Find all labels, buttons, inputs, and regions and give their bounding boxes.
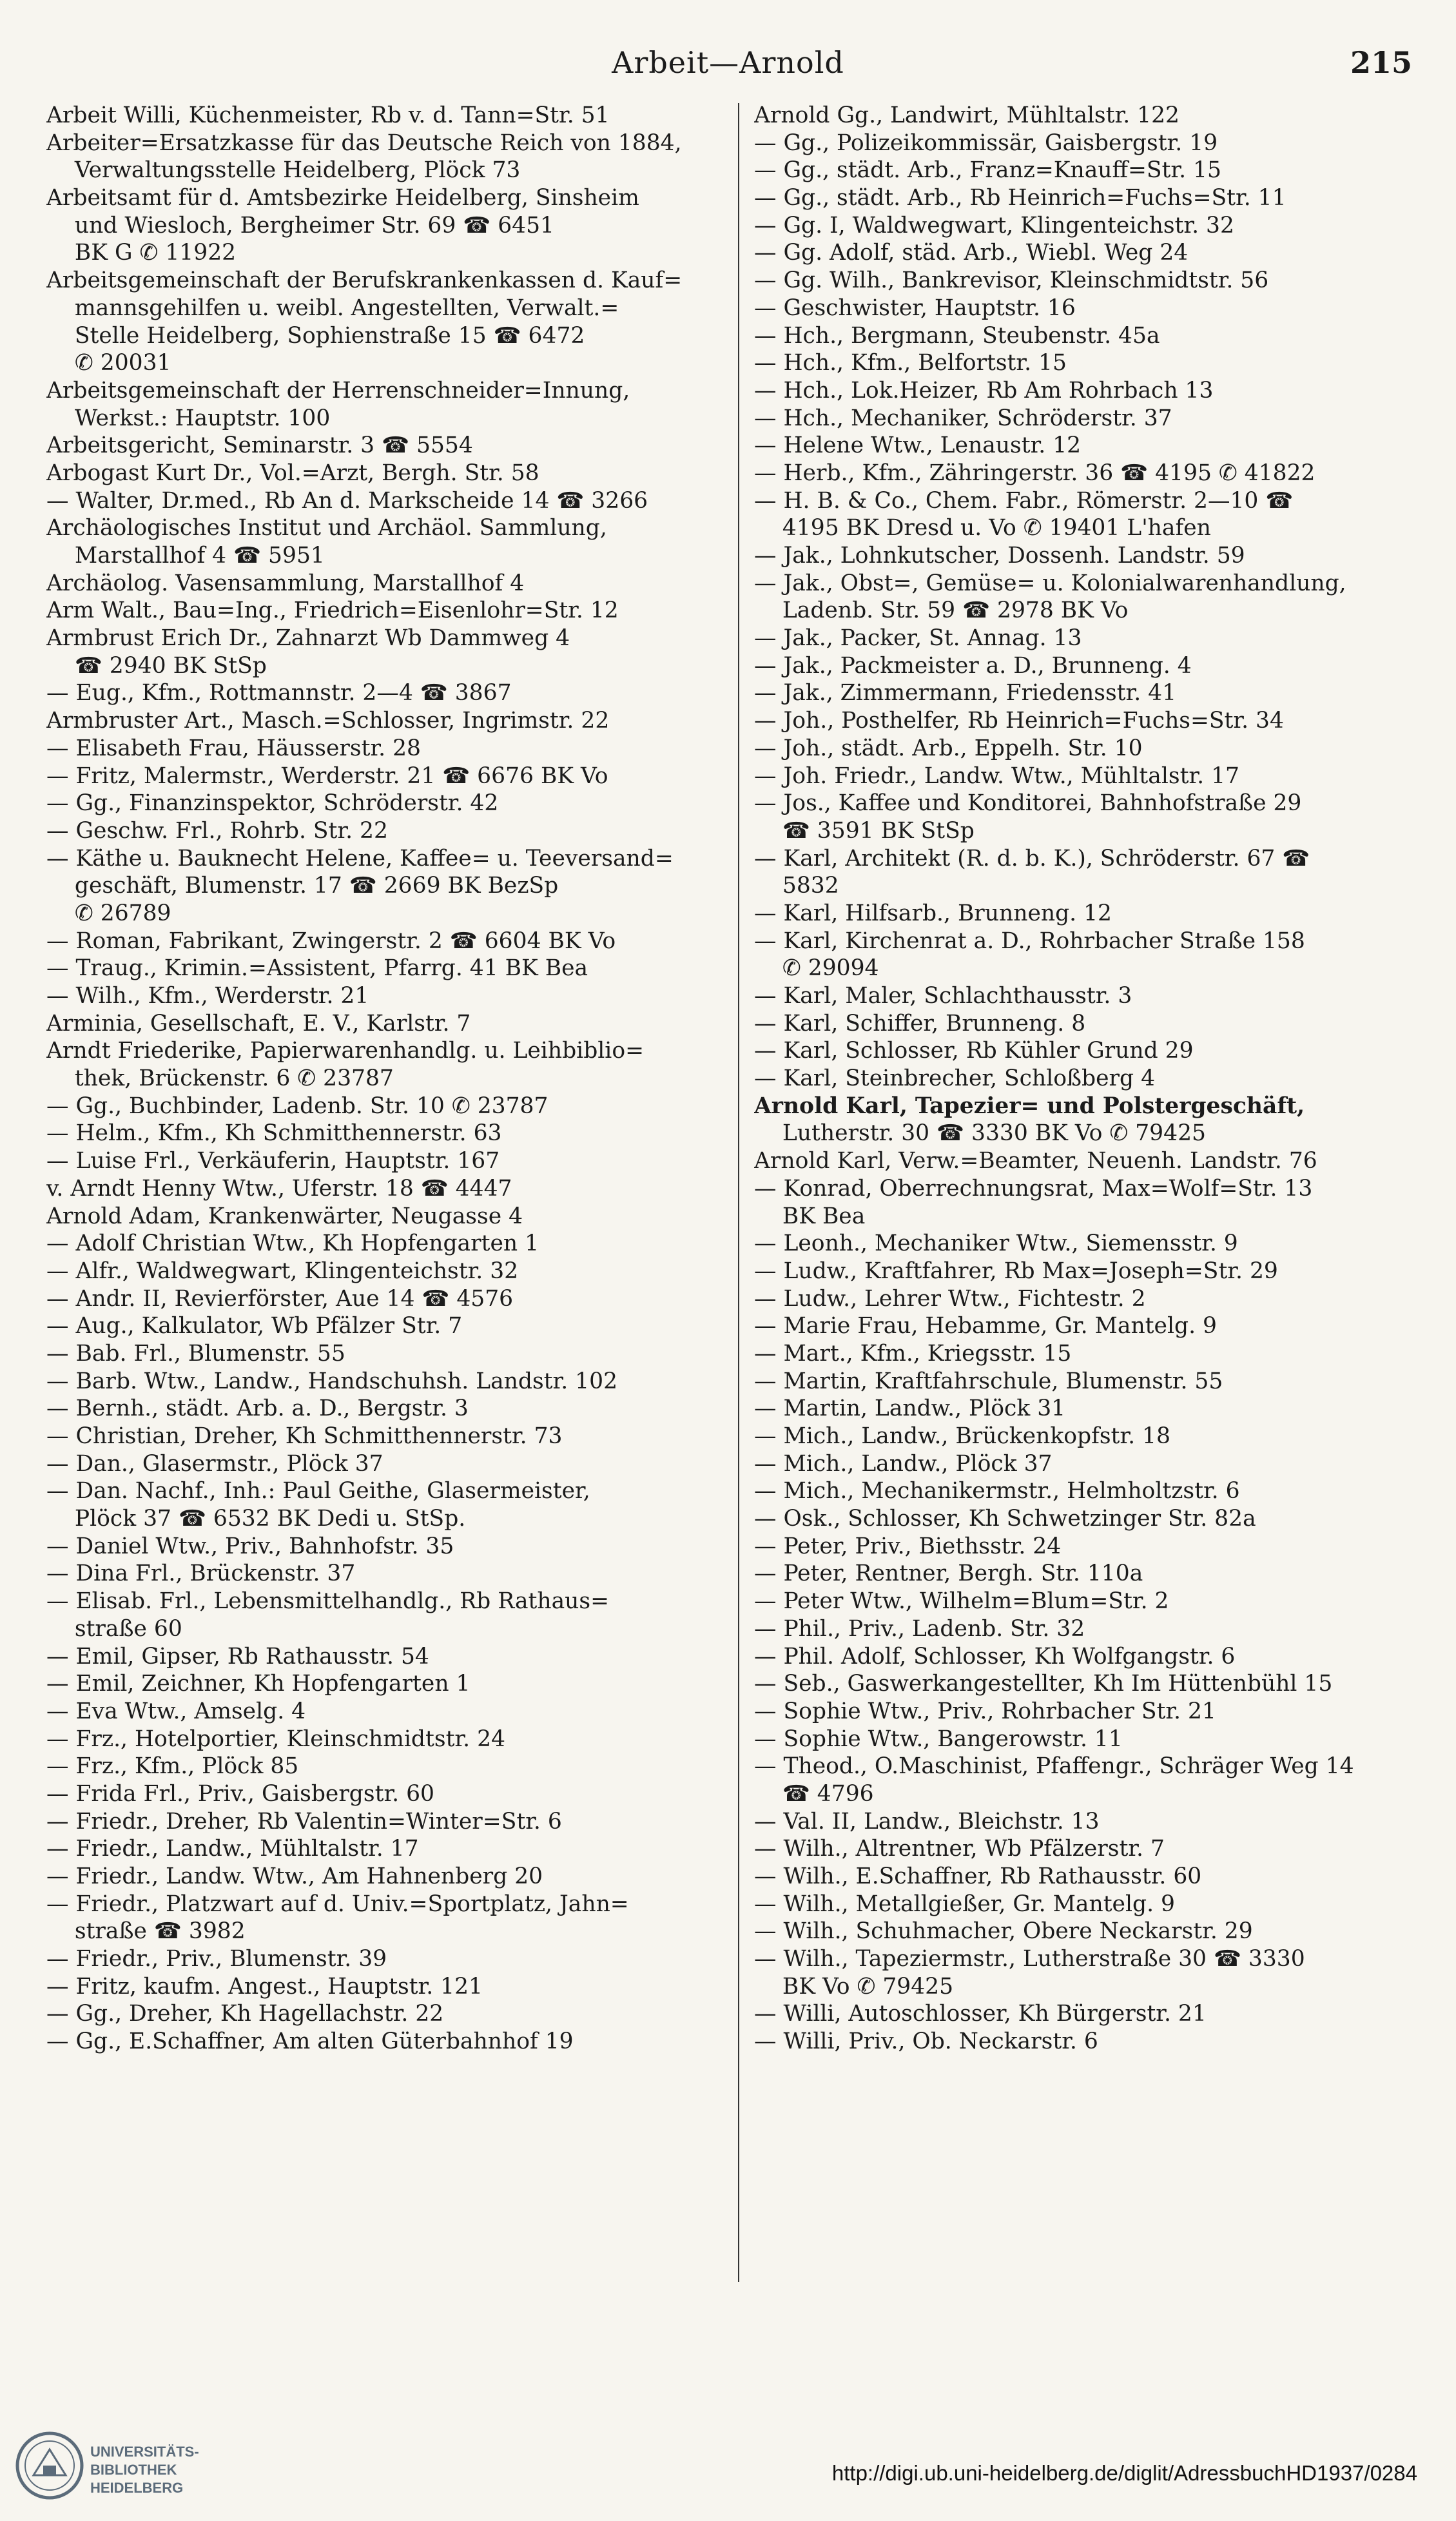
directory-entry: — Martin, Landw., Plöck 31 — [754, 1396, 1066, 1422]
page-header — [44, 45, 1412, 89]
directory-entry: Arbeitsgericht, Seminarstr. 3 ☎ 5554 — [46, 433, 473, 459]
directory-entry: 5832 — [754, 873, 839, 899]
directory-entry: — Käthe u. Bauknecht Helene, Kaffee= u. Teeversand= — [46, 845, 674, 871]
directory-entry: — Karl, Hilfsarb., Brunneng. 12 — [754, 900, 1112, 926]
directory-entry: — Karl, Schiffer, Brunneng. 8 — [754, 1010, 1086, 1037]
directory-entry: geschäft, Blumenstr. 17 ☎ 2669 BK BezSp — [46, 873, 559, 899]
directory-entry: — Gg., Buchbinder, Ladenb. Str. 10 ✆ 23787 — [46, 1093, 548, 1119]
directory-entry: — Eva Wtw., Amselg. 4 — [46, 1698, 306, 1724]
directory-entry: — Jak., Lohnkutscher, Dossenh. Landstr. 59 — [754, 543, 1245, 569]
directory-entry: — Gg., städt. Arb., Franz=Knauff=Str. 15 — [754, 157, 1221, 184]
directory-entry: Arminia, Gesellschaft, E. V., Karlstr. 7 — [46, 1010, 471, 1037]
directory-entry: — Mich., Mechanikermstr., Helmholtzstr. 6 — [754, 1478, 1240, 1504]
directory-entry: — Dan., Glasermstr., Plöck 37 — [46, 1450, 383, 1477]
directory-entry: — Mich., Landw., Brückenkopfstr. 18 — [754, 1423, 1170, 1449]
directory-entry: — Hch., Bergmann, Steubenstr. 45a — [754, 322, 1160, 349]
directory-entry: Verwaltungsstelle Heidelberg, Plöck 73 — [46, 157, 521, 184]
directory-entry: — Gg., Finanzinspektor, Schröderstr. 42 — [46, 790, 499, 817]
directory-entry: — Frz., Hotelportier, Kleinschmidtstr. 24 — [46, 1726, 505, 1752]
directory-entry: — Theod., O.Maschinist, Pfaffengr., Schräger Weg 14 — [754, 1753, 1354, 1780]
directory-entry: ✆ 20031 — [46, 350, 171, 376]
directory-entry: — Jak., Zimmermann, Friedensstr. 41 — [754, 680, 1177, 706]
directory-entry: — Sophie Wtw., Priv., Rohrbacher Str. 21 — [754, 1698, 1216, 1724]
directory-entry: — Emil, Zeichner, Kh Hopfengarten 1 — [46, 1671, 471, 1697]
directory-entry: — Martin, Kraftfahrschule, Blumenstr. 55 — [754, 1368, 1223, 1394]
directory-entry: — Friedr., Dreher, Rb Valentin=Winter=Str. 6 — [46, 1808, 562, 1835]
directory-entry: mannsgehilfen u. weibl. Angestellten, Verwalt.= — [46, 295, 619, 321]
directory-entry: Arbeitsamt für d. Amtsbezirke Heidelberg, Sinsheim — [46, 185, 639, 211]
directory-entry: 4195 BK Dresd u. Vo ✆ 19401 L'hafen — [754, 515, 1211, 541]
directory-entry: — Val. II, Landw., Bleichstr. 13 — [754, 1808, 1100, 1835]
directory-entry: straße 60 — [46, 1615, 182, 1642]
directory-entry: BK G ✆ 11922 — [46, 240, 237, 266]
directory-entry: — Karl, Kirchenrat a. D., Rohrbacher Straße 158 — [754, 928, 1305, 954]
directory-entry: — Phil., Priv., Ladenb. Str. 32 — [754, 1615, 1085, 1642]
directory-entry: — Frida Frl., Priv., Gaisbergstr. 60 — [46, 1780, 434, 1807]
directory-entry: — Gg., Dreher, Kh Hagellachstr. 22 — [46, 2001, 444, 2027]
directory-entry: — Leonh., Mechaniker Wtw., Siemensstr. 9 — [754, 1231, 1238, 1257]
directory-entry: — Herb., Kfm., Zähringerstr. 36 ☎ 4195 ✆ 41822 — [754, 460, 1315, 486]
directory-entry: — Walter, Dr.med., Rb An d. Markscheide 14 ☎ 3266 — [46, 487, 648, 514]
directory-entry: — Karl, Schlosser, Rb Kühler Grund 29 — [754, 1038, 1194, 1064]
directory-entry: — Wilh., Schuhmacher, Obere Neckarstr. 29 — [754, 1918, 1253, 1945]
directory-entry: Plöck 37 ☎ 6532 BK Dedi u. StSp. — [46, 1506, 466, 1532]
directory-entry: — Phil. Adolf, Schlosser, Kh Wolfgangstr. 6 — [754, 1643, 1236, 1669]
directory-entry: — Helene Wtw., Lenaustr. 12 — [754, 433, 1082, 459]
directory-entry: — Wilh., E.Schaffner, Rb Rathausstr. 60 — [754, 1864, 1202, 1889]
directory-entry: — Gg., Polizeikommissär, Gaisbergstr. 19 — [754, 130, 1218, 156]
directory-entry: — Roman, Fabrikant, Zwingerstr. 2 ☎ 6604 BK Vo — [46, 928, 616, 954]
directory-entry: — Jak., Packer, St. Annag. 13 — [754, 625, 1082, 652]
directory-entry: — Gg. Wilh., Bankrevisor, Kleinschmidtstr. 56 — [754, 268, 1269, 294]
directory-entry: — Friedr., Platzwart auf d. Univ.=Sportplatz, Jahn= — [46, 1891, 629, 1917]
directory-entry: — Mart., Kfm., Kriegsstr. 15 — [754, 1340, 1072, 1367]
directory-entry: — Ludw., Lehrer Wtw., Fichtestr. 2 — [754, 1285, 1146, 1312]
directory-entry: Arbeiter=Ersatzkasse für das Deutsche Reich von 1884, — [46, 130, 682, 156]
directory-entry: Archäologisches Institut und Archäol. Sammlung, — [46, 515, 607, 541]
directory-entry: Arbeit Willi, Küchenmeister, Rb v. d. Tann=Str. 51 — [46, 102, 610, 128]
directory-entry: — Daniel Wtw., Priv., Bahnhofstr. 35 — [46, 1533, 454, 1559]
directory-entry: — Fritz, Malermstr., Werderstr. 21 ☎ 6676 BK Vo — [46, 763, 608, 789]
column-divider — [738, 103, 739, 2282]
page-footer — [0, 2404, 1456, 2521]
directory-entry: — Peter, Priv., Biethsstr. 24 — [754, 1533, 1062, 1559]
directory-entry: — Wilh., Metallgießer, Gr. Mantelg. 9 — [754, 1891, 1175, 1917]
directory-entry: — Karl, Maler, Schlachthausstr. 3 — [754, 983, 1132, 1009]
directory-entry: — Gg. I, Waldwegwart, Klingenteichstr. 32 — [754, 212, 1234, 238]
directory-entry: — Traug., Krimin.=Assistent, Pfarrg. 41 BK Bea — [46, 955, 588, 982]
directory-entry: — Hch., Kfm., Belfortstr. 15 — [754, 350, 1067, 376]
directory-entry: — Wilh., Tapeziermstr., Lutherstraße 30 ☎ 3330 — [754, 1946, 1305, 1972]
directory-entry: — Eug., Kfm., Rottmannstr. 2—4 ☎ 3867 — [46, 680, 512, 706]
directory-entry: — Christian, Dreher, Kh Schmitthennerstr. 73 — [46, 1423, 563, 1449]
directory-entry: Arm Walt., Bau=Ing., Friedrich=Eisenlohr=Str. 12 — [46, 598, 619, 624]
directory-entry: Archäolog. Vasensammlung, Marstallhof 4 — [46, 570, 525, 596]
directory-entry: — H. B. & Co., Chem. Fabr., Römerstr. 2—10 ☎ — [754, 487, 1294, 514]
directory-entry: — Aug., Kalkulator, Wb Pfälzer Str. 7 — [46, 1313, 463, 1339]
directory-entry: — Sophie Wtw., Bangerowstr. 11 — [754, 1726, 1123, 1752]
source-url[interactable]: http://digi.ub.uni-heidelberg.de/diglit/AdressbuchHD1937/0284 — [831, 2461, 1417, 2485]
directory-entry: straße ☎ 3982 — [46, 1918, 246, 1945]
directory-entry: Arnold Karl, Tapezier= und Polstergeschäft, — [754, 1093, 1305, 1119]
directory-entry: — Jak., Obst=, Gemüse= u. Kolonialwarenhandlung, — [754, 570, 1346, 596]
directory-entry: — Barb. Wtw., Landw., Handschuhsh. Landstr. 102 — [46, 1368, 618, 1394]
directory-entry: thek, Brückenstr. 6 ✆ 23787 — [46, 1066, 394, 1092]
directory-entry: — Dan. Nachf., Inh.: Paul Geithe, Glasermeister, — [46, 1478, 590, 1504]
directory-entry: Arnold Gg., Landwirt, Mühltalstr. 122 — [754, 102, 1179, 128]
directory-entry: — Willi, Priv., Ob. Neckarstr. 6 — [754, 2029, 1098, 2055]
directory-entry: Armbrust Erich Dr., Zahnarzt Wb Dammweg 4 — [46, 625, 570, 652]
directory-entry: — Hch., Mechaniker, Schröderstr. 37 — [754, 405, 1172, 431]
directory-entry: ☎ 2940 BK StSp — [46, 652, 267, 679]
directory-entry: BK Bea — [754, 1203, 866, 1229]
directory-entry: BK Vo ✆ 79425 — [754, 1973, 954, 2000]
library-name-line: BIBLIOTHEK — [90, 2462, 177, 2478]
directory-entry: — Bernh., städt. Arb. a. D., Bergstr. 3 — [46, 1396, 469, 1422]
directory-entry: Arnold Adam, Krankenwärter, Neugasse 4 — [46, 1203, 523, 1229]
directory-entry: — Elisabeth Frau, Häusserstr. 28 — [46, 735, 421, 761]
left-column — [46, 102, 723, 2284]
page-number: 215 — [1350, 45, 1412, 80]
directory-entry: — Dina Frl., Brückenstr. 37 — [46, 1561, 356, 1587]
right-column — [754, 102, 1431, 2284]
page-title: Arbeit—Arnold — [612, 45, 844, 80]
directory-entry: Arnold Karl, Verw.=Beamter, Neuenh. Landstr. 76 — [754, 1148, 1317, 1174]
directory-entry: und Wiesloch, Bergheimer Str. 69 ☎ 6451 — [46, 212, 554, 238]
library-seal-icon — [14, 2430, 85, 2501]
directory-entry: — Adolf Christian Wtw., Kh Hopfengarten 1 — [46, 1231, 539, 1257]
directory-entry: Arbogast Kurt Dr., Vol.=Arzt, Bergh. Str. 58 — [46, 460, 539, 486]
directory-entry: — Karl, Steinbrecher, Schloßberg 4 — [754, 1066, 1156, 1092]
directory-entry: — Alfr., Waldwegwart, Klingenteichstr. 32 — [46, 1258, 519, 1284]
directory-entry: — Jos., Kaffee und Konditorei, Bahnhofstraße 29 — [754, 790, 1302, 817]
directory-entry: Lutherstr. 30 ☎ 3330 BK Vo ✆ 79425 — [754, 1120, 1206, 1147]
directory-entry: — Peter Wtw., Wilhelm=Blum=Str. 2 — [754, 1588, 1169, 1615]
directory-entry: — Helm., Kfm., Kh Schmitthennerstr. 63 — [46, 1120, 502, 1147]
library-name — [90, 2443, 199, 2497]
directory-entry: — Friedr., Landw., Mühltalstr. 17 — [46, 1836, 419, 1862]
directory-entry: Arbeitsgemeinschaft der Berufskrankenkassen d. Kauf= — [46, 268, 683, 294]
directory-entry: ☎ 3591 BK StSp — [754, 817, 975, 844]
directory-entry: — Wilh., Altrentner, Wb Pfälzerstr. 7 — [754, 1836, 1165, 1862]
directory-entry: — Seb., Gaswerkangestellter, Kh Im Hüttenbühl 15 — [754, 1671, 1333, 1697]
directory-entry: — Gg., städt. Arb., Rb Heinrich=Fuchs=Str. 11 — [754, 185, 1286, 211]
directory-entry: — Karl, Architekt (R. d. b. K.), Schröderstr. 67 ☎ — [754, 845, 1310, 871]
directory-entry: Arbeitsgemeinschaft der Herrenschneider=Innung, — [46, 377, 630, 404]
directory-entry: — Joh. Friedr., Landw. Wtw., Mühltalstr. 17 — [754, 763, 1239, 789]
directory-entry: ☎ 4796 — [754, 1780, 874, 1807]
library-name-line: HEIDELBERG — [90, 2480, 184, 2496]
directory-entry: — Geschw. Frl., Rohrb. Str. 22 — [46, 817, 388, 844]
directory-entry: — Friedr., Landw. Wtw., Am Hahnenberg 20 — [46, 1864, 543, 1889]
directory-entry: — Konrad, Oberrechnungsrat, Max=Wolf=Str. 13 — [754, 1175, 1313, 1202]
directory-entry: — Osk., Schlosser, Kh Schwetzinger Str. 82a — [754, 1506, 1256, 1532]
directory-entry: ✆ 29094 — [754, 955, 879, 982]
directory-entry: — Mich., Landw., Plöck 37 — [754, 1450, 1053, 1477]
directory-entry: — Fritz, kaufm. Angest., Hauptstr. 121 — [46, 1973, 483, 2000]
directory-entry: — Luise Frl., Verkäuferin, Hauptstr. 167 — [46, 1148, 500, 1174]
directory-entry: Arndt Friederike, Papierwarenhandlg. u. Leihbiblio= — [46, 1038, 645, 1064]
directory-entry: — Jak., Packmeister a. D., Brunneng. 4 — [754, 652, 1192, 679]
directory-entry: — Joh., Posthelfer, Rb Heinrich=Fuchs=Str. 34 — [754, 708, 1284, 734]
library-name-line: UNIVERSITÄTS- — [90, 2444, 199, 2460]
directory-entry: — Peter, Rentner, Bergh. Str. 110a — [754, 1561, 1143, 1587]
directory-entry: — Frz., Kfm., Plöck 85 — [46, 1753, 299, 1780]
directory-entry: — Marie Frau, Hebamme, Gr. Mantelg. 9 — [754, 1313, 1217, 1339]
directory-entry: — Bab. Frl., Blumenstr. 55 — [46, 1340, 345, 1367]
directory-entry: — Friedr., Priv., Blumenstr. 39 — [46, 1946, 387, 1972]
directory-entry: — Emil, Gipser, Rb Rathausstr. 54 — [46, 1643, 429, 1669]
directory-entry: Armbruster Art., Masch.=Schlosser, Ingrimstr. 22 — [46, 708, 610, 734]
directory-entry: — Andr. II, Revierförster, Aue 14 ☎ 4576 — [46, 1285, 514, 1312]
directory-entry: — Geschwister, Hauptstr. 16 — [754, 295, 1076, 321]
directory-entry: — Elisab. Frl., Lebensmittelhandlg., Rb Rathaus= — [46, 1588, 610, 1615]
directory-entry: Marstallhof 4 ☎ 5951 — [46, 543, 325, 569]
directory-entry: Werkst.: Hauptstr. 100 — [46, 405, 331, 431]
directory-entry: — Gg. Adolf, städ. Arb., Wiebl. Weg 24 — [754, 240, 1189, 266]
directory-entry: Ladenb. Str. 59 ☎ 2978 BK Vo — [754, 598, 1129, 624]
directory-entry: — Joh., städt. Arb., Eppelh. Str. 10 — [754, 735, 1143, 761]
directory-entry: — Hch., Lok.Heizer, Rb Am Rohrbach 13 — [754, 377, 1214, 404]
directory-entry: Stelle Heidelberg, Sophienstraße 15 ☎ 6472 — [46, 322, 585, 349]
directory-entry: v. Arndt Henny Wtw., Uferstr. 18 ☎ 4447 — [46, 1175, 512, 1202]
directory-entry: ✆ 26789 — [46, 900, 171, 926]
directory-entry: — Wilh., Kfm., Werderstr. 21 — [46, 983, 369, 1009]
directory-entry: — Gg., E.Schaffner, Am alten Güterbahnhof 19 — [46, 2029, 574, 2055]
directory-entry: — Willi, Autoschlosser, Kh Bürgerstr. 21 — [754, 2001, 1207, 2027]
directory-entry: — Ludw., Kraftfahrer, Rb Max=Joseph=Str. 29 — [754, 1258, 1278, 1284]
